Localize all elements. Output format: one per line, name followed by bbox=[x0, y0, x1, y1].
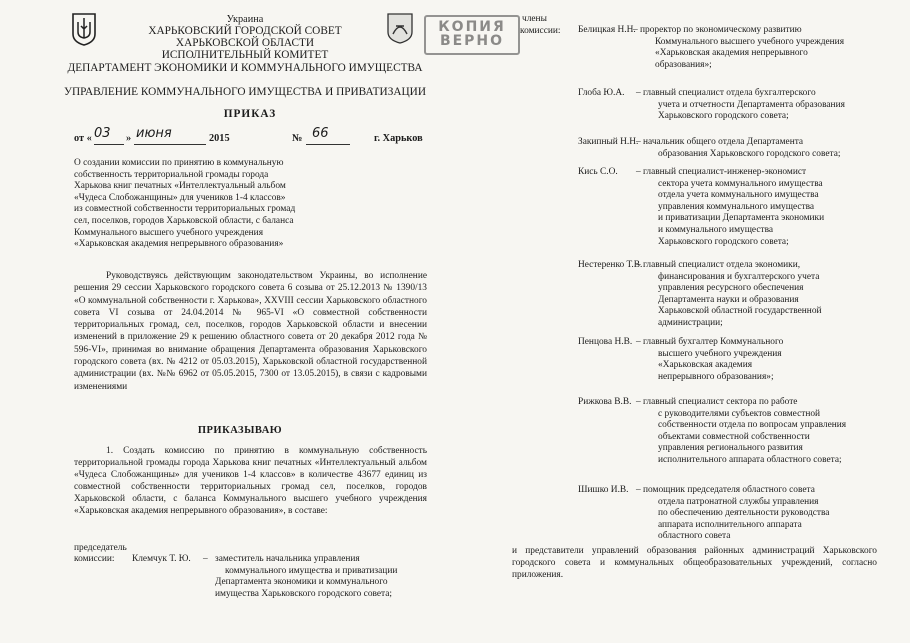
member-description-line: Департамента науки и образования bbox=[658, 294, 799, 305]
subject-line: собственность территориальной громады города bbox=[74, 169, 269, 180]
member-description-line: управления ресурсного обеспечения bbox=[658, 283, 804, 294]
department-title: УПРАВЛЕНИЕ КОММУНАЛЬНОГО ИМУЩЕСТВА И ПРИВАТИЗАЦИИ bbox=[63, 86, 427, 98]
subject-line: из совместной собственности территориальных громад bbox=[74, 204, 296, 215]
chair-label: председатель bbox=[74, 543, 127, 553]
member-description-line: образования»; bbox=[655, 59, 712, 70]
closing-text: и представители управлений образования районных администраций Харьковского городского совета и коммунальных общеобразовательных учреждений, согласно приложения. bbox=[512, 546, 877, 581]
member-description bbox=[636, 88, 880, 123]
member-name: Закипный Н.Н. bbox=[578, 137, 639, 147]
header-region: ХАРЬКОВСКОЙ ОБЛАСТИ bbox=[175, 37, 315, 50]
member-name: Глоба Ю.А. bbox=[578, 88, 625, 98]
member-description-line: Харьковской областной государственной bbox=[658, 306, 822, 317]
order-subject bbox=[74, 158, 359, 251]
members-label-2: комиссии: bbox=[520, 25, 561, 36]
header-city-council: ХАРЬКОВСКИЙ ГОРОДСКОЙ СОВЕТ bbox=[148, 25, 342, 37]
date-month: июня bbox=[136, 126, 172, 141]
members-label bbox=[520, 14, 580, 37]
member-description bbox=[636, 167, 880, 248]
member-description-line: и приватизации Департамента экономики bbox=[658, 213, 825, 224]
chair-desc-line: имущества Харьковского городского совета; bbox=[215, 588, 393, 599]
order-title: ПРИКАЗ bbox=[223, 108, 277, 120]
member-description-line: «Харьковская академия непрерывного bbox=[655, 48, 808, 59]
member-description-line: учета и отчетности Департамента образования bbox=[658, 99, 845, 110]
member-name: Нестеренко Т.В. bbox=[578, 260, 643, 270]
preamble-text: Руководствуясь действующим законодательством Украины, во исполнение решения 29 сессии Харьковского городского совета 6 созыва от 25.12.2013 № 1390/13 «О коммунальной собственности г. Харькова», XXVIII сессии Харьковского областного совета VI созыва от 24.04.2014 № 965-VI «О совместной собственности территориальных громад, сел, поселков, городов Харьковской области и внесении изменений в приложение 29 к решению областного совета от 20 декабря 2012 года № 596-VI», принимая во внимание обращения Департамента образования Харьковского городского совета (вх. № 4212 от 05.03.2015), Харьковской областной государственной администрации (вх. №№ 6962 от 05.05.2015, 7300 от 13.05.2015), в связи с кадровыми изменениями bbox=[74, 271, 427, 392]
member-name: Шишко И.В. bbox=[578, 485, 629, 495]
stamp-line-1: КОПИЯ bbox=[438, 19, 506, 35]
member-description-line: финансирования и бухгалтерского учета bbox=[658, 271, 820, 282]
member-name: Пенцова Н.В. bbox=[578, 337, 633, 347]
date-mid: » bbox=[126, 133, 132, 144]
chair-label-2: комиссии: bbox=[74, 554, 115, 564]
member-description bbox=[636, 337, 880, 383]
member-description-line: «Харьковская академия bbox=[658, 360, 753, 371]
member-description-line: – помощник председателя областного совета bbox=[636, 485, 815, 495]
member-description-line: аппарата исполнительного аппарата bbox=[658, 519, 802, 530]
member-description-line: – проректор по экономическому развитию bbox=[633, 25, 802, 35]
member-description-line: исполнительного аппарата областного совета; bbox=[658, 454, 842, 465]
member-description bbox=[636, 260, 880, 330]
member-description-line: управления коммунального имущества bbox=[658, 201, 815, 212]
date-year: 2015 bbox=[209, 133, 230, 144]
chair-desc-line: Департамента экономики и коммунального bbox=[215, 577, 388, 588]
stamp-line-2: ВЕРНО bbox=[439, 33, 505, 49]
order-date-line bbox=[74, 126, 434, 148]
subject-line: Харькова книг печатных «Интеллектуальный альбом bbox=[74, 181, 286, 192]
member-name: Белицкая Н.Н. bbox=[578, 25, 636, 35]
chair-desc-line: коммунального имущества и приватизации bbox=[225, 565, 398, 576]
member-description-line: высшего учебного учреждения bbox=[658, 348, 782, 359]
member-description-line: – главный специалист отдела бухгалтерского bbox=[636, 88, 816, 98]
member-name: Рижкова В.В. bbox=[578, 397, 632, 407]
member-description-line: управления регионального развития bbox=[658, 443, 803, 454]
date-prefix: от « bbox=[74, 133, 92, 144]
member-description-line: администрации; bbox=[658, 317, 723, 328]
member-description-line: – главный бухгалтер Коммунального bbox=[636, 337, 784, 347]
member-description-line: – главный специалист-инженер-экономист bbox=[636, 167, 807, 177]
number-prefix: № bbox=[292, 133, 303, 144]
subject-line: О создании комиссии по принятию в коммунальную bbox=[74, 158, 284, 168]
subject-line: сел, поселков, городов Харьковской области, с баланса bbox=[74, 215, 294, 226]
members-label-1: члены bbox=[522, 14, 547, 24]
subject-line: «Харьковская академия непрерывного образования» bbox=[74, 239, 284, 250]
chair-desc-line: заместитель начальника управления bbox=[215, 554, 360, 564]
header-department: ДЕПАРТАМЕНТ ЭКОНОМИКИ И КОММУНАЛЬНОГО ИМУЩЕСТВА bbox=[67, 61, 423, 74]
member-description-line: Харьковского городского совета; bbox=[658, 111, 789, 122]
member-description-line: – начальник общего отдела Департамента bbox=[636, 137, 804, 147]
date-day: 03 bbox=[94, 126, 111, 141]
member-description bbox=[636, 397, 880, 467]
header-executive-committee: ИСПОЛНИТЕЛЬНЫЙ КОМИТЕТ bbox=[161, 49, 329, 62]
member-description-line: областного совета bbox=[658, 531, 731, 542]
member-description bbox=[636, 137, 880, 160]
member-description-line: – главный специалист сектора по работе bbox=[636, 397, 798, 407]
chair-name: Клемчук Т. Ю. bbox=[132, 554, 191, 564]
member-description-line: собственности отдела по вопросам управления bbox=[658, 420, 847, 431]
member-description-line: объектами совместной собственности bbox=[658, 431, 810, 442]
member-description-line: образования Харьковского городского совета; bbox=[658, 148, 841, 159]
order-word: ПРИКАЗЫВАЮ bbox=[197, 425, 283, 436]
copy-stamp bbox=[424, 15, 520, 55]
member-description bbox=[636, 485, 880, 543]
member-description-line: и коммунального имущества bbox=[658, 224, 774, 235]
member-description-line: Коммунального высшего учебного учреждения bbox=[655, 36, 845, 47]
member-description-line: непрерывного образования»; bbox=[658, 371, 774, 382]
header-country: Украина bbox=[226, 14, 264, 25]
member-description-line: с руководителями субъектов совместной bbox=[658, 408, 821, 419]
member-description-line: отдела патронатной службы управления bbox=[658, 496, 819, 507]
subject-line: «Чудеса Слобожанщины» для учеников 1-4 классов» bbox=[74, 192, 286, 203]
chair-block bbox=[74, 543, 434, 603]
subject-line: Коммунального высшего учебного учреждения bbox=[74, 227, 264, 238]
member-description-line: – главный специалист отдела экономики, bbox=[636, 260, 801, 270]
order-item-1: 1. Создать комиссию по принятию в коммунальную собственность территориальной громады города Харькова книг печатных «Интеллектуальный альбом «Чудеса Слобожанщины» для учеников 1-4 классов» в количестве 43677 единиц из совместной собственности территориальных громад сел, поселков, городов Харьковской области, с баланса Коммунального высшего учебного учреждения «Харьковская академия непрерывного образования», в составе: bbox=[74, 446, 427, 517]
member-description-line: Харьковского городского совета; bbox=[658, 236, 789, 247]
order-city: г. Харьков bbox=[374, 133, 423, 144]
member-description bbox=[633, 25, 880, 71]
member-name: Кись С.О. bbox=[578, 167, 618, 177]
order-number: 66 bbox=[312, 126, 329, 141]
member-description-line: отдела учета коммунального имущества bbox=[658, 190, 819, 201]
member-description-line: по обеспечению деятельности руководства bbox=[658, 508, 830, 519]
city-emblem-icon bbox=[386, 12, 414, 44]
chair-dash: – bbox=[203, 554, 208, 564]
member-description-line: сектора учета коммунального имущества bbox=[658, 178, 823, 189]
